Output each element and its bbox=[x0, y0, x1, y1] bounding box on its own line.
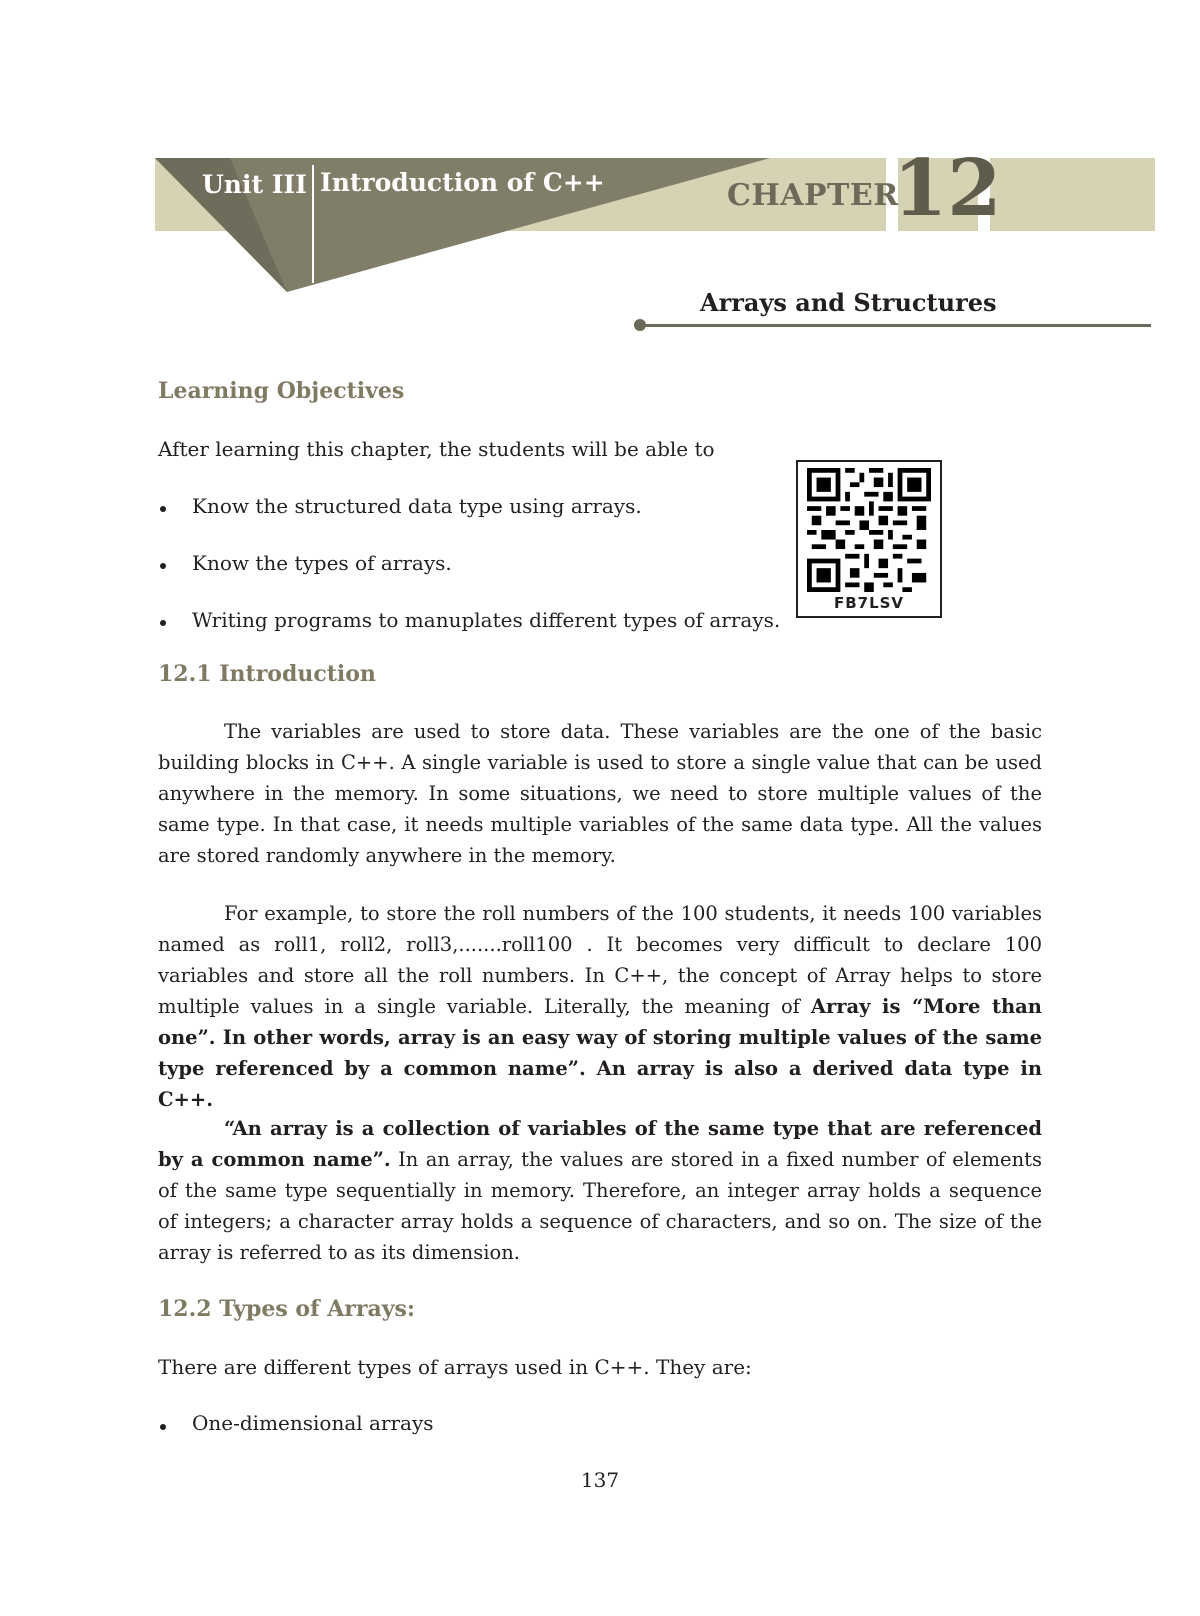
paragraph-2-text bbox=[158, 898, 1042, 1115]
section-heading-types: 12.2 Types of Arrays: bbox=[158, 1296, 415, 1322]
qr-code[interactable] bbox=[796, 460, 942, 618]
paragraph-2-bold: Array is “More than one”. In other words, array is an easy way of storing multiple values of the same type referenced by a common name”. An array is also a derived data type in C++. bbox=[158, 995, 1042, 1111]
title-rule bbox=[643, 324, 1151, 327]
section-heading-introduction: 12.1 Introduction bbox=[158, 661, 376, 687]
objective-item: Know the types of arrays. bbox=[192, 551, 452, 575]
bullet-icon bbox=[160, 563, 166, 569]
bullet-icon bbox=[160, 620, 166, 626]
learning-objectives-heading: Learning Objectives bbox=[158, 378, 405, 404]
paragraph-3-plain: In an array, the values are stored in a fixed number of elements of the same type sequentially in memory. Therefore, an integer array holds a sequence of integers; a character array holds a sequence of characters, and so on. The size of the array is referred to as its dimension. bbox=[158, 1148, 1042, 1264]
bullet-icon bbox=[160, 1424, 166, 1430]
page-number: 137 bbox=[580, 1468, 620, 1492]
qr-code-label: FB7LSV bbox=[833, 594, 905, 612]
chapter-title: Arrays and Structures bbox=[700, 288, 997, 317]
unit-label: Unit III bbox=[202, 170, 307, 199]
paragraph-3 bbox=[158, 1113, 1042, 1268]
objective-item: Know the structured data type using arrays. bbox=[192, 494, 642, 518]
chapter-word: CHAPTER bbox=[727, 178, 899, 213]
types-item: One-dimensional arrays bbox=[192, 1411, 434, 1435]
paragraph-2 bbox=[158, 898, 1042, 1115]
types-intro: There are different types of arrays used in C++. They are: bbox=[158, 1355, 752, 1379]
objectives-intro: After learning this chapter, the students will be able to bbox=[158, 437, 715, 461]
paragraph-1-text: The variables are used to store data. These variables are the one of the basic building blocks in C++. A single variable is used to store a single value that can be used anywhere in the memory. In some situations, we need to store multiple values of the same type. In that case, it needs multiple variables of the same data type. All the values are stored randomly anywhere in the memory. bbox=[158, 720, 1042, 867]
objective-item: Writing programs to manuplates different types of arrays. bbox=[192, 608, 781, 632]
chapter-number: 12 bbox=[893, 143, 1002, 234]
unit-title: Introduction of C++ bbox=[320, 168, 605, 197]
paragraph-3-bold: “An array is a collection of variables of the same type that are referenced by a common name”. bbox=[158, 1117, 1042, 1171]
paragraph-3-text bbox=[158, 1113, 1042, 1268]
paragraph-1 bbox=[158, 716, 1042, 871]
chapter-banner bbox=[0, 0, 1200, 300]
paragraph-2-plain: For example, to store the roll numbers of the 100 students, it needs 100 variables named as roll1, roll2, roll3,.......roll100 . It becomes very difficult to declare 100 variables and store all the roll numbers. In C++, the concept of Array helps to store multiple values in a single variable. Literally, the meaning of bbox=[158, 902, 1042, 1018]
qr-code-icon bbox=[804, 468, 934, 592]
bullet-icon bbox=[160, 506, 166, 512]
